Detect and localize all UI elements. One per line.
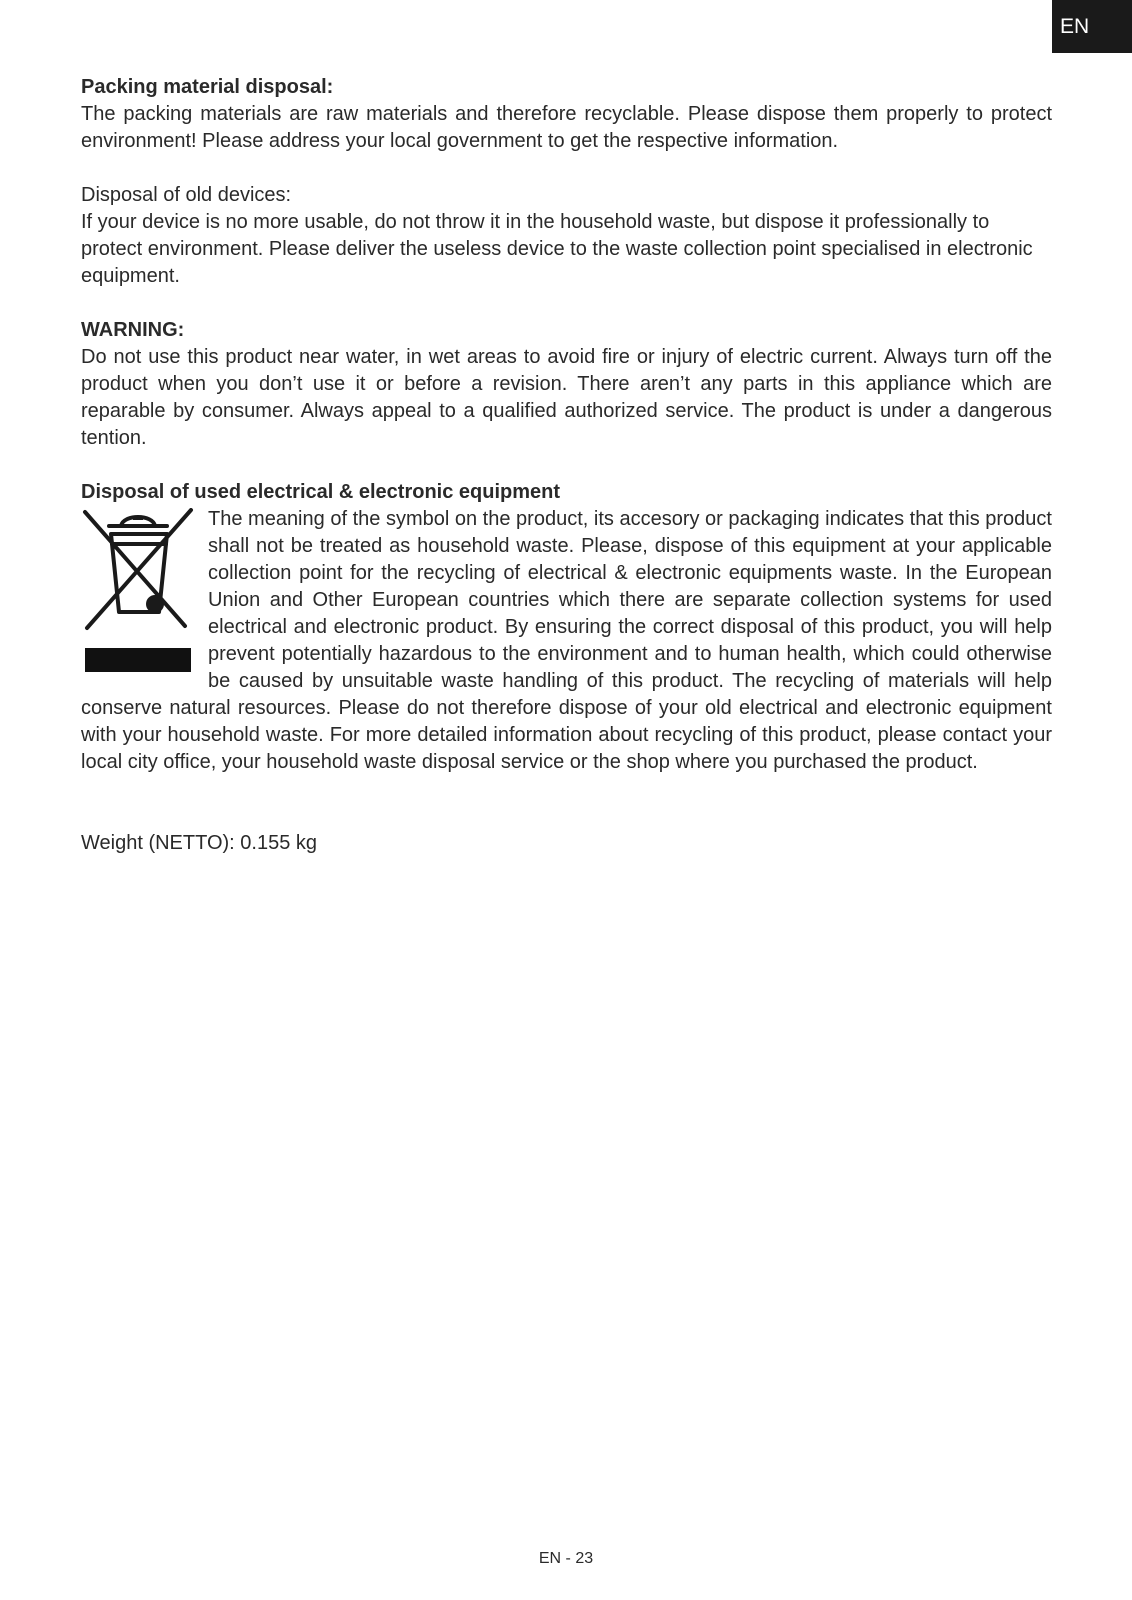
document-body (81, 74, 1052, 857)
old-devices-heading: Disposal of old devices: (81, 184, 292, 206)
warning-text: Do not use this product near water, in wet areas to avoid fire or injury of electric current. Always turn off the product when you don’t use it or before a revision. There aren’t any parts in this appliance which are reparable by consumer. Always appeal to a qualified authorized service. The product is under a dangerous tention. (81, 346, 1052, 449)
spacer (81, 290, 1052, 317)
weee-section (81, 506, 1052, 776)
warning-heading: WARNING: (81, 319, 185, 341)
spacer (81, 155, 1052, 182)
weee-text: The meaning of the symbol on the product, its accesory or packaging indicates that this product shall not be treated as household waste. Please, dispose of this equipment at your applicable collection point for the recycling of electrical & electronic equipments waste. In the European Union and Other European countries which there are separate collection systems for used electrical and electronic product. By ensuring the correct disposal of this product, you will help prevent potentially hazardous to the environment and to human health, which could otherwise be caused by unsuitable waste handling of this product. The recycling of materials will help conserve natural resources. Please do not therefore dispose of your old electrical and electronic equipment with your household waste. For more detailed information about recycling of this product, please contact your local city office, your household waste disposal service or the shop where you purchased the product. (81, 508, 1052, 773)
spacer (81, 776, 1052, 830)
page-number: EN - 23 (538, 1550, 594, 1567)
crossed-out-wheelie-bin-icon (81, 508, 196, 678)
packing-heading: Packing material disposal: (81, 76, 334, 98)
weee-heading: Disposal of used electrical & electronic equipment (81, 481, 561, 503)
weight-text: Weight (NETTO): 0.155 kg (81, 832, 318, 854)
language-tab: EN (1052, 0, 1132, 53)
old-devices-text: If your device is no more usable, do not throw it in the household waste, but dispose it professionally to protect environment. Please deliver the useless device to the waste collection point specialised in electronic equipment. (81, 211, 1033, 287)
spacer (81, 452, 1052, 479)
packing-text: The packing materials are raw materials and therefore recyclable. Please dispose them properly to protect environment! Please address your local government to get the respective information. (81, 103, 1052, 152)
